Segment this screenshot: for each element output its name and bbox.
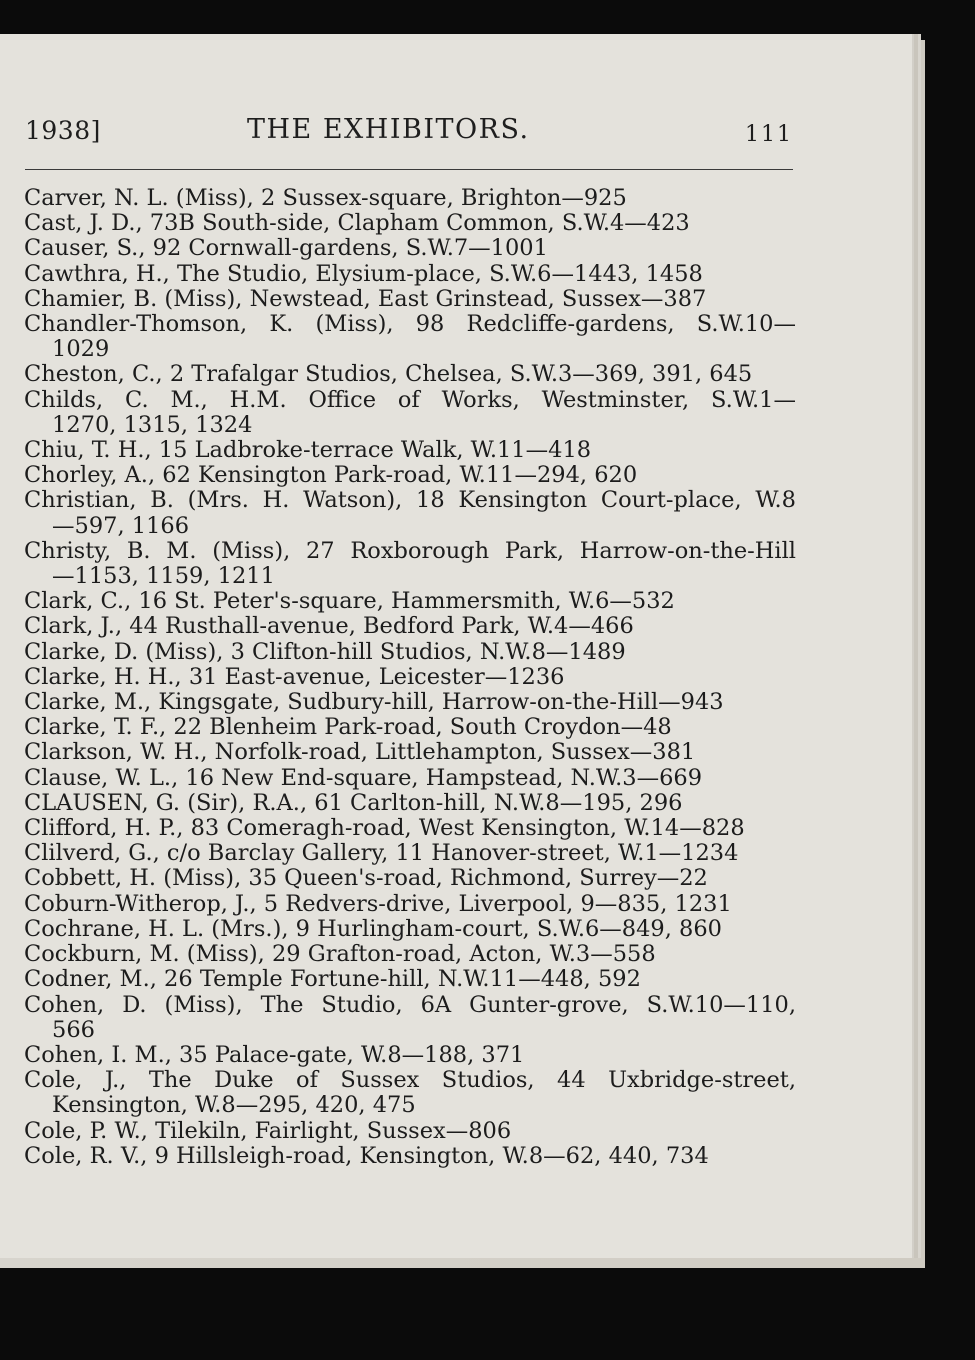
list-line: Clarke, T. F., 22 Blenheim Park-road, South Croydon—48 (24, 714, 672, 741)
list-line: Carver, N. L. (Miss), 2 Sussex-square, Brighton—925 (24, 185, 627, 211)
list-line: Cobbett, H. (Miss), 35 Queen's-road, Richmond, Surrey—22 (24, 865, 708, 892)
page-title: THE EXHIBITORS. (247, 114, 530, 145)
list-line: Clifford, H. P., 83 Comeragh-road, West Kensington, W.14—828 (24, 815, 745, 842)
list-line: Chamier, B. (Miss), Newstead, East Grinstead, Sussex—387 (24, 285, 707, 312)
list-line: Cole, J., The Duke of Sussex Studios, 44 Uxbridge-street, (24, 1067, 796, 1094)
header-rule (25, 169, 793, 170)
list-line: Cast, J. D., 73B South-side, Clapham Common, S.W.4—423 (24, 210, 690, 237)
list-line-continuation: 566 (52, 1016, 95, 1043)
list-line: Codner, M., 26 Temple Fortune-hill, N.W.11—448, 592 (24, 966, 641, 993)
list-line: Clarke, D. (Miss), 3 Clifton-hill Studios, N.W.8—1489 (24, 638, 626, 665)
list-line-continuation: 1270, 1315, 1324 (52, 411, 253, 438)
list-line: CLAUSEN, G. (Sir), R.A., 61 Carlton-hill, N.W.8—195, 296 (24, 789, 683, 816)
list-line: Clark, C., 16 St. Peter's-square, Hammersmith, W.6—532 (24, 588, 675, 615)
list-line: Chiu, T. H., 15 Ladbroke-terrace Walk, W.11—418 (24, 437, 592, 464)
list-line: Coburn-Witherop, J., 5 Redvers-drive, Liverpool, 9—835, 1231 (24, 890, 732, 917)
list-line: Cochrane, H. L. (Mrs.), 9 Hurlingham-court, S.W.6—849, 860 (24, 915, 722, 942)
list-line: Cawthra, H., The Studio, Elysium-place, S.W.6—1443, 1458 (24, 260, 703, 287)
list-line: Clilverd, G., c/o Barclay Gallery, 11 Hanover-street, W.1—1234 (24, 840, 739, 867)
list-line: Cohen, I. M., 35 Palace-gate, W.8—188, 371 (24, 1041, 525, 1068)
list-line: Childs, C. M., H.M. Office of Works, Westminster, S.W.1— (24, 386, 796, 413)
list-line-continuation: 1029 (52, 336, 110, 363)
page-number: 111 (745, 122, 793, 147)
list-line: Clark, J., 44 Rusthall-avenue, Bedford Park, W.4—466 (24, 613, 634, 640)
running-head-year: 1938] (25, 116, 101, 145)
list-line: Chandler-Thomson, K. (Miss), 98 Redcliffe-gardens, S.W.10— (24, 311, 796, 338)
list-line: Clarke, M., Kingsgate, Sudbury-hill, Harrow-on-the-Hill—943 (24, 689, 724, 716)
list-line: Christy, B. M. (Miss), 27 Roxborough Park, Harrow-on-the-Hill (24, 537, 796, 564)
list-line-continuation: Kensington, W.8—295, 420, 475 (52, 1092, 416, 1119)
list-line: Chorley, A., 62 Kensington Park-road, W.11—294, 620 (24, 462, 638, 489)
list-line: Christian, B. (Mrs. H. Watson), 18 Kensington Court-place, W.8 (24, 487, 796, 514)
list-line: Cohen, D. (Miss), The Studio, 6A Gunter-grove, S.W.10—110, (24, 991, 796, 1018)
list-line: Cole, P. W., Tilekiln, Fairlight, Sussex—806 (24, 1117, 512, 1144)
list-line: Clause, W. L., 16 New End-square, Hampstead, N.W.3—669 (24, 764, 703, 791)
list-line: Cockburn, M. (Miss), 29 Grafton-road, Acton, W.3—558 (24, 941, 656, 968)
list-line: Clarke, H. H., 31 East-avenue, Leicester—1236 (24, 663, 565, 690)
list-line-continuation: —597, 1166 (52, 512, 190, 539)
running-head (25, 112, 795, 152)
exhibitor-list (24, 186, 796, 1169)
list-line: Cole, R. V., 9 Hillsleigh-road, Kensington, W.8—62, 440, 734 (24, 1142, 709, 1169)
list-line: Causer, S., 92 Cornwall-gardens, S.W.7—1001 (24, 235, 548, 262)
list-line: Cheston, C., 2 Trafalgar Studios, Chelsea, S.W.3—369, 391, 645 (24, 361, 753, 388)
list-line-continuation: —1153, 1159, 1211 (52, 563, 275, 590)
list-line: Clarkson, W. H., Norfolk-road, Littlehampton, Sussex—381 (24, 739, 696, 766)
